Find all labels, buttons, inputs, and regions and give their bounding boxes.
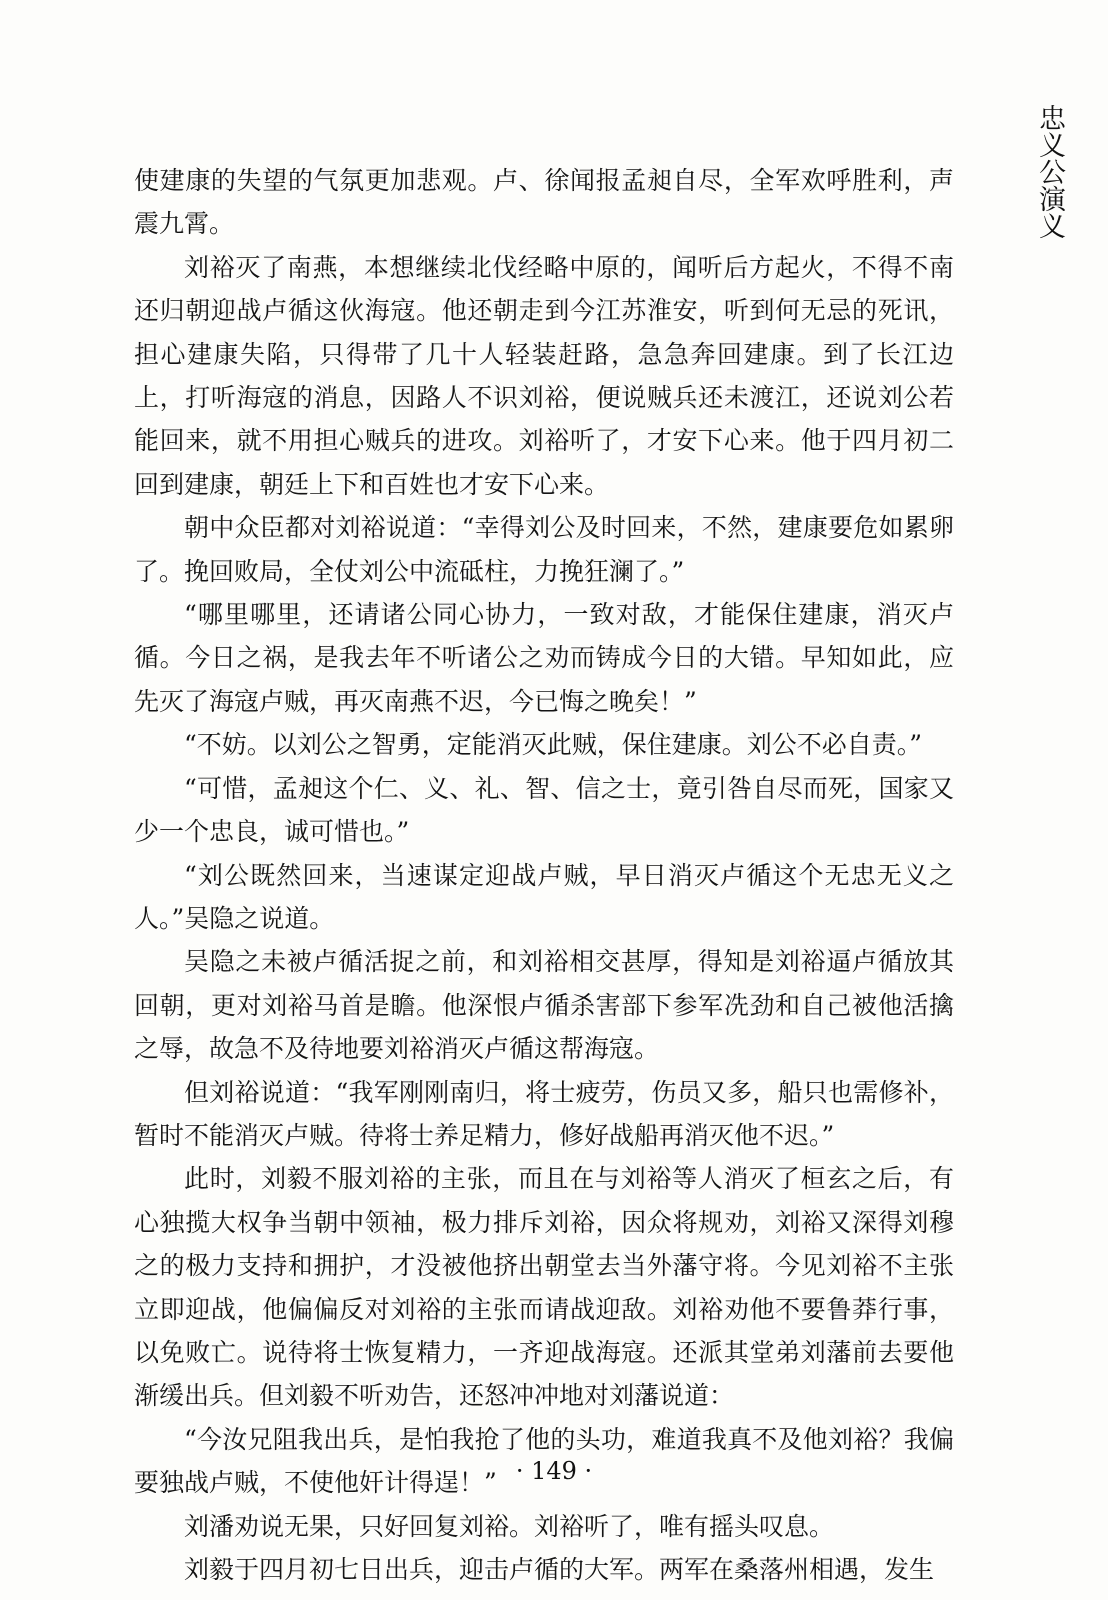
paragraph: 刘裕灭了南燕，本想继续北伐经略中原的，闻听后方起火，不得不南还归朝迎战卢循这伙海寇。他还朝走到今江苏淮安，听到何无忌的死讯，担心建康失陷，只得带了几十人轻装赶路，急急奔回建康。到了长江边上，打听海寇的消息，因路人不识刘裕，便说贼兵还未渡江，还说刘公若能回来，就不用担心贼兵的进攻。刘裕听了，才安下心来。他于四月初二回到建康，朝廷上下和百姓也才安下心来。	[134, 252, 954, 499]
paragraph: “哪里哪里，还请诸公同心协力，一致对敌，才能保住建康，消灭卢循。今日之祸，是我去年不听诸公之劝而铸成今日的大错。早知如此，应先灭了海寇卢贼，再灭南燕不迟，今已悔之晚矣！”	[134, 600, 954, 716]
paragraph: 使建康的失望的气氛更加悲观。卢、徐闻报孟昶自尽，全军欢呼胜利，声震九霄。	[134, 166, 954, 239]
body-text	[134, 159, 954, 1591]
paragraph: “今汝兄阻我出兵，是怕我抢了他的头功，难道我真不及他刘裕？我偏要独战卢贼，不使他奸计得逞！”	[134, 1424, 954, 1498]
paragraph: 吴隐之未被卢循活捉之前，和刘裕相交甚厚，得知是刘裕逼卢循放其回朝，更对刘裕马首是瞻。他深恨卢循杀害部下参军冼劲和自己被他活擒之辱，故急不及待地要刘裕消灭卢循这帮海寇。	[134, 947, 954, 1064]
paragraph: 刘毅于四月初七日出兵，迎击卢循的大军。两军在桑落州相遇，发生	[184, 1555, 935, 1584]
running-header-title: 忠义公演义	[1034, 104, 1065, 239]
paragraph: “不妨。以刘公之智勇，定能消灭此贼，保住建康。刘公不必自责。”	[184, 730, 923, 760]
paragraph: 此时，刘毅不服刘裕的主张，而且在与刘裕等人消灭了桓玄之后，有心独揽大权争当朝中领袖，极力排斥刘裕，因众将规劝，刘裕又深得刘穆之的极力支持和拥护，才没被他挤出朝堂去当外藩守将。今见刘裕不主张立即迎战，他偏偏反对刘裕的主张而请战迎敌。刘裕劝他不要鲁莽行事，以免败亡。说待将士恢复精力，一齐迎战海寇。还派其堂弟刘藩前去要他渐缓出兵。但刘毅不听劝告，还怒冲冲地对刘藩说道：	[134, 1164, 954, 1411]
paragraph: “刘公既然回来，当速谋定迎战卢贼，早日消灭卢循这个无忠无义之人。”吴隐之说道。	[134, 860, 954, 933]
paragraph: 但刘裕说道：“我军刚刚南归，将士疲劳，伤员又多，船只也需修补，暂时不能消灭卢贼。待将士养足精力，修好战船再消灭他不迟。”	[134, 1077, 954, 1150]
paragraph: 朝中众臣都对刘裕说道：“幸得刘公及时回来，不然，建康要危如累卵了。挽回败局，全仗刘公中流砥柱，力挽狂澜了。”	[134, 513, 954, 586]
paragraph: 刘潘劝说无果，只好回复刘裕。刘裕听了，唯有摇头叹息。	[184, 1511, 835, 1541]
page-number: · 149 ·	[515, 1457, 593, 1485]
paragraph: “可惜，孟昶这个仁、义、礼、智、信之士，竟引咎自尽而死，国家又少一个忠良，诚可惜也。”	[134, 773, 954, 847]
